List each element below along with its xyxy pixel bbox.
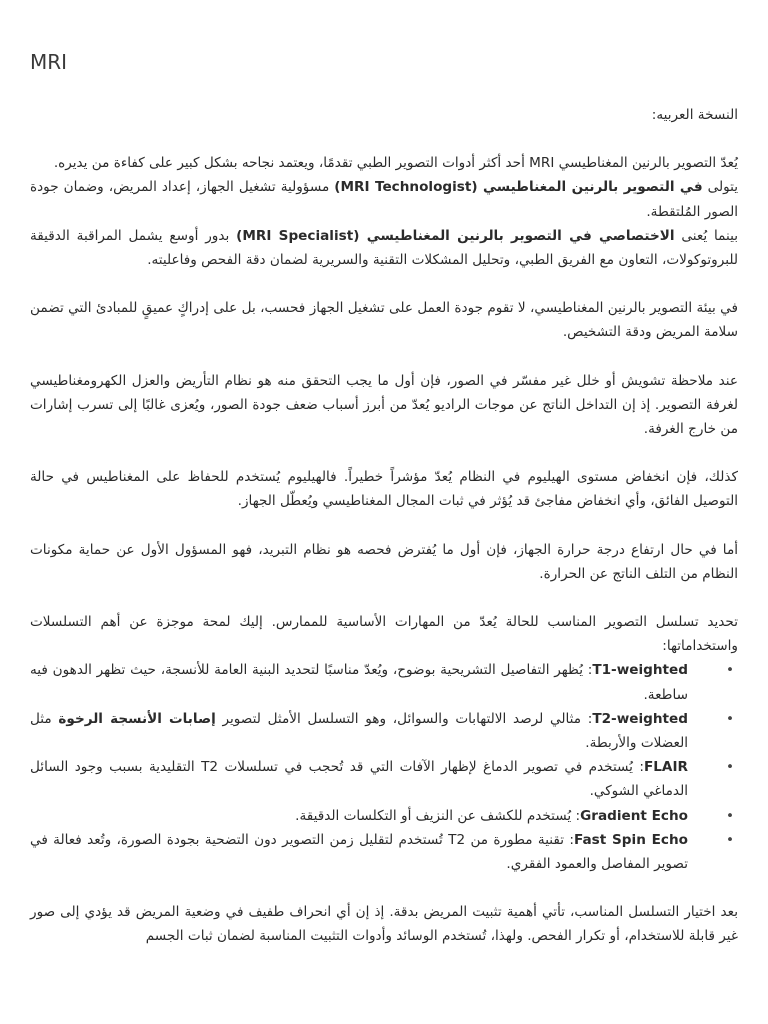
technologist-term: في التصوير بالرنين المغناطيسي (MRI Technologist) [334, 179, 703, 196]
sequence-desc: : تقنية مطورة من T2 تُستخدم لتقليل زمن التصوير دون التضحية بجودة الصورة، وتُعد فعالة في تصوير المفاصل والعمود الفقري. [30, 831, 688, 873]
text-span: بدور أوسع يشمل المراقبة الدقيقة للبروتوكولات، التعاون مع الفريق الطبي، وتحليل المشكلات التقنية والسريرية لضمان دقة الفحص وفاعليته. [30, 227, 738, 269]
environment-paragraph: في بيئة التصوير بالرنين المغناطيسي، لا تقوم جودة العمل على تشغيل الجهاز فحسب، بل على إدراكٍ عميقٍ للمبادئ التي تضمن سلامة المريض ودقة التشخيص. [30, 300, 738, 341]
sequence-emphasis: إصابات الأنسجة الرخوة [58, 710, 216, 727]
list-item [30, 828, 738, 876]
page-title: MRI [30, 50, 68, 74]
intro-paragraph: يُعدّ التصوير بالرنين المغناطيسي MRI أحد أكثر أدوات التصوير الطبي تقدمًا، ويعتمد نجاحه بشكل كبير على كفاءة من يديره. [53, 155, 738, 172]
sequence-name: T2-weighted [592, 710, 688, 727]
sequence-desc: : يُستخدم للكشف عن النزيف أو التكلسات الدقيقة. [295, 807, 581, 824]
text-span: يتولى [702, 179, 738, 196]
specialist-paragraph [30, 224, 738, 272]
temperature-paragraph: أما في حال ارتفاع درجة حرارة الجهاز، فإن أول ما يُفترض فحصه هو نظام التبريد، فهو المسؤول الأول عن حماية مكونات النظام من التلف الناتج عن الحرارة. [30, 541, 738, 582]
sequence-desc: : مثالي لرصد الالتهابات والسوائل، وهو التسلسل الأمثل لتصوير [215, 710, 593, 727]
article-body [30, 103, 738, 949]
fixation-paragraph: بعد اختيار التسلسل المناسب، تأتي أهمية تثبيت المريض بدقة. إذ إن أي انحراف طفيف في وضعية المريض قد يؤدي إلى صور غير قابلة للاستخدام، أو تكرار الفحص. ولهذا، تُستخدم الوسائد وأدوات التثبيت المناسبة لضمان ثبات الجسم [30, 904, 738, 945]
sequence-name: Gradient Echo [580, 807, 688, 824]
specialist-term: الاختصاصي في التصوير بالرنين المغناطيسي (MRI Specialist) [236, 227, 675, 244]
version-label: النسخة العربيه: [651, 107, 738, 123]
sequence-name: T1-weighted [592, 662, 688, 679]
sequence-list [30, 658, 738, 876]
sequence-desc: مثل العضلات والأربطة. [30, 710, 688, 752]
noise-paragraph: عند ملاحظة تشويش أو خلل غير مفسّر في الصور، فإن أول ما يجب التحقق منه هو نظام التأريض والعزل الكهرومغناطيسي لغرفة التصوير. إذ إن التداخل الناتج عن موجات الراديو يُعدّ من أبرز أسباب ضعف جودة الصور، ويُعزى غالبًا إلى تسرب إشارات من خارج الغرفة. [30, 372, 738, 438]
list-item [30, 658, 738, 706]
sequences-intro: تحديد تسلسل التصوير المناسب للحالة يُعدّ من المهارات الأساسية للممارس. إليك لمحة موجزة عن أهم التسلسلات واستخداماتها: [30, 614, 738, 655]
list-item [30, 707, 738, 755]
sequence-name: FLAIR [643, 759, 688, 776]
list-item [30, 804, 738, 828]
sequence-desc: : يُظهر التفاصيل التشريحية بوضوح، ويُعدّ مناسبًا لتحديد البنية العامة للأنسجة، حيث تظهر الدهون فيه ساطعة. [30, 662, 688, 703]
sequence-desc: : يُستخدم في تصوير الدماغ لإظهار الآفات التي قد تُحجب في تسلسلات T2 التقليدية بسبب وجود السائل الدماغي الشوكي. [30, 759, 688, 800]
helium-paragraph: كذلك، فإن انخفاض مستوى الهيليوم في النظام يُعدّ مؤشراً خطيراً. فالهيليوم يُستخدم للحفاظ على المغناطيس في حالة التوصيل الفائق، وأي انخفاض مفاجئ قد يُؤثر في ثبات المجال المغناطيسي ويُعطّل الجهاز. [30, 469, 738, 510]
list-item [30, 755, 738, 803]
text-span: مسؤولية تشغيل الجهاز، إعداد المريض، وضمان جودة الصور المُلتقطة. [30, 179, 738, 220]
text-span: بينما يُعنى [674, 227, 739, 244]
sequence-name: Fast Spin Echo [574, 831, 688, 848]
technologist-paragraph [30, 175, 738, 223]
